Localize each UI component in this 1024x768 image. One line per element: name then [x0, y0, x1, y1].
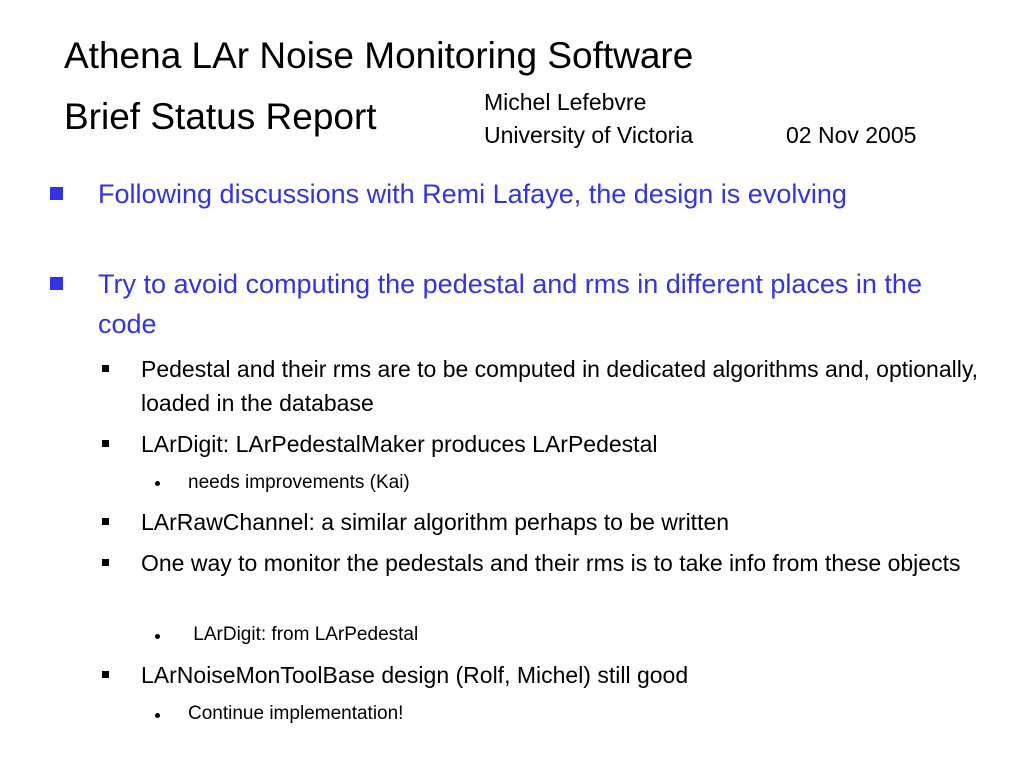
square-bullet-icon [50, 187, 63, 200]
small-square-bullet-icon [102, 440, 109, 447]
dot-bullet-icon [155, 481, 160, 486]
slide-title-line-1: Athena LAr Noise Monitoring Software [64, 35, 694, 76]
small-square-bullet-icon [102, 671, 109, 678]
bullet-larrawchannel: LArRawChannel: a similar algorithm perhaps to be written [141, 509, 730, 535]
dot-bullet-icon [155, 713, 160, 718]
small-square-bullet-icon [102, 559, 109, 566]
bullet-discussions: Following discussions with Remi Lafaye, the design is evolving [98, 179, 847, 209]
bullet-lardigit-from: LArDigit: from LArPedestal [188, 624, 419, 645]
bullet-noisemontool: LArNoiseMonToolBase design (Rolf, Michel) still good [141, 662, 689, 688]
bullet-continue-implementation: Continue implementation! [188, 703, 404, 724]
small-square-bullet-icon [102, 518, 109, 525]
bullet-lardigit-maker: LArDigit: LArPedestalMaker produces LArPedestal [141, 431, 658, 457]
bullet-avoid-computing: Try to avoid computing the pedestal and rms in different places in the code [98, 269, 922, 339]
bullet-monitor-pedestals: One way to monitor the pedestals and their rms is to take info from these objects [141, 550, 961, 576]
small-square-bullet-icon [102, 365, 109, 372]
slide-date: 02 Nov 2005 [786, 122, 917, 148]
author-affiliation: University of Victoria [484, 122, 694, 148]
bullet-needs-improvements: needs improvements (Kai) [188, 472, 410, 493]
square-bullet-icon [50, 277, 63, 290]
slide-title-line-2: Brief Status Report [64, 96, 377, 137]
dot-bullet-icon [155, 634, 160, 639]
author-name: Michel Lefebvre [484, 89, 647, 115]
bullet-pedestal-rms: Pedestal and their rms are to be computed in dedicated algorithms and, optionally, loaded in the database [141, 356, 979, 416]
